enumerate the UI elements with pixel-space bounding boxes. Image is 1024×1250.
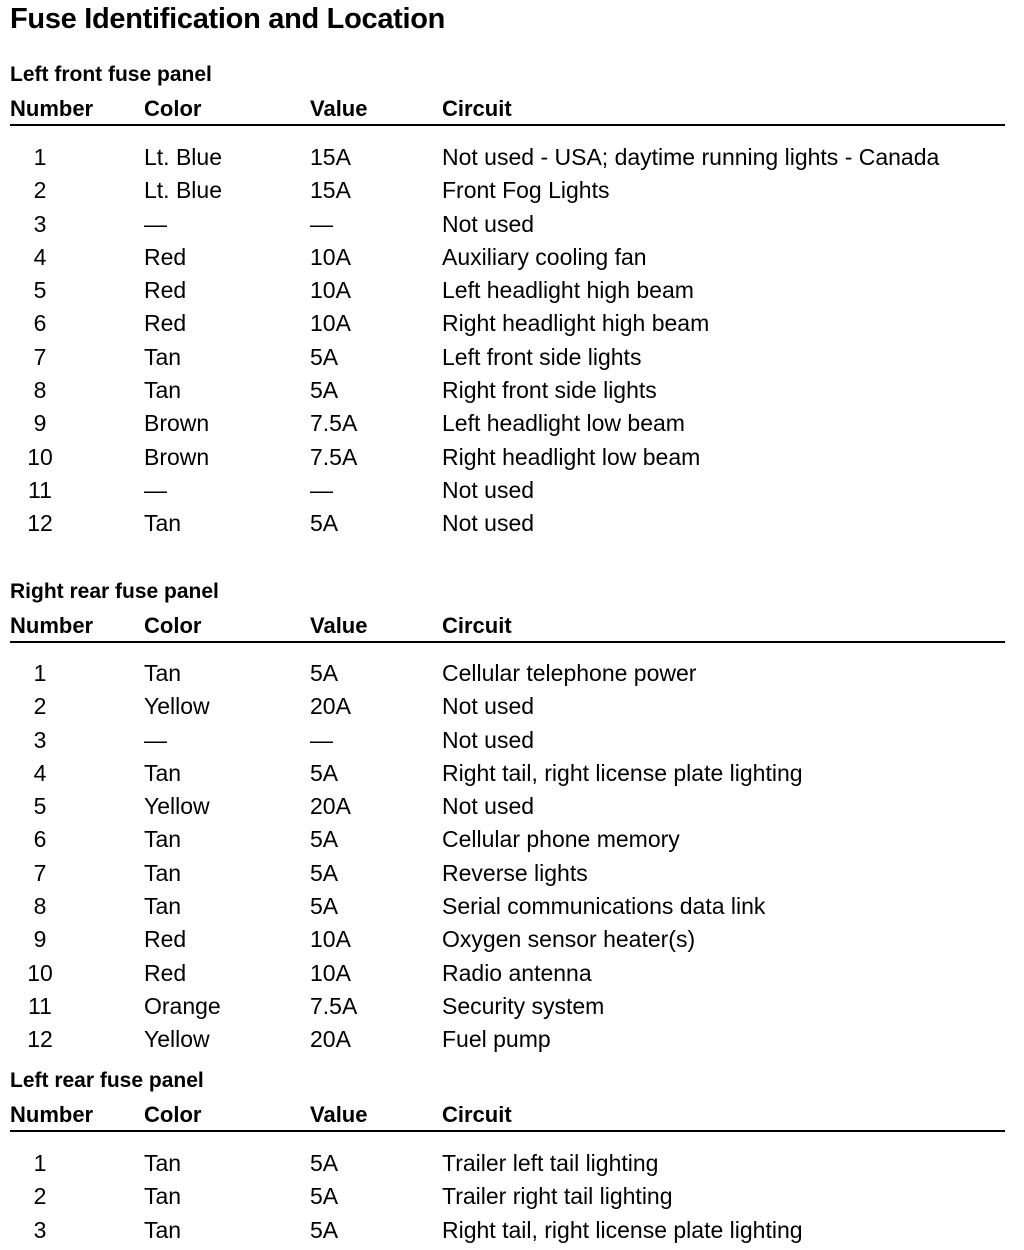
fuse-value: 5A <box>310 859 339 886</box>
fuse-circuit: Right tail, right license plate lighting <box>442 759 803 786</box>
left-front-fuse-panel <box>10 62 1005 542</box>
table-row <box>10 174 1005 207</box>
fuse-color: Red <box>144 959 187 986</box>
table-row <box>10 823 1005 856</box>
fuse-number: 4 <box>33 243 47 270</box>
fuse-color: Tan <box>144 759 182 786</box>
color-column-header: Color <box>144 613 202 638</box>
fuse-value: 5A <box>310 826 339 853</box>
fuse-number: 10 <box>27 443 53 470</box>
fuse-circuit: Right headlight low beam <box>442 443 701 470</box>
fuse-circuit: Not used <box>442 726 535 753</box>
fuse-number: 1 <box>33 1150 47 1176</box>
fuse-value: 15A <box>310 177 351 204</box>
fuse-color: Tan <box>144 1150 182 1176</box>
fuse-color: Lt. Blue <box>144 177 222 204</box>
fuse-value: 5A <box>310 377 339 404</box>
fuse-circuit: Not used <box>442 693 535 720</box>
fuse-value: 5A <box>310 893 339 920</box>
fuse-table <box>10 657 1005 1057</box>
fuse-value: 10A <box>310 310 351 337</box>
fuse-color: Yellow <box>144 693 210 720</box>
fuse-value: 5A <box>310 1216 339 1243</box>
fuse-color: Yellow <box>144 793 210 820</box>
fuse-circuit: Trailer right tail lighting <box>442 1183 673 1210</box>
fuse-color: Brown <box>144 410 210 437</box>
fuse-number: 2 <box>33 693 47 720</box>
fuse-number: 5 <box>33 277 47 304</box>
table-row <box>10 407 1005 440</box>
fuse-color: Tan <box>144 1183 182 1210</box>
fuse-number: 10 <box>27 959 53 986</box>
circuit-column-header: Circuit <box>442 1102 512 1127</box>
fuse-color: Lt. Blue <box>144 144 222 170</box>
table-row <box>10 1023 1005 1056</box>
fuse-circuit: Left headlight high beam <box>442 277 694 304</box>
table-row <box>10 441 1005 474</box>
table-row <box>10 790 1005 823</box>
fuse-circuit: Serial communications data link <box>442 893 766 920</box>
table-row <box>10 923 1005 956</box>
fuse-circuit: Trailer left tail lighting <box>442 1150 659 1176</box>
table-row <box>10 307 1005 340</box>
fuse-number: 8 <box>33 377 47 404</box>
fuse-circuit: Security system <box>442 992 605 1019</box>
fuse-value: 7.5A <box>310 443 358 470</box>
fuse-circuit: Right tail, right license plate lighting <box>442 1216 803 1243</box>
fuse-circuit: Cellular telephone power <box>442 660 697 686</box>
section-title: Left rear fuse panel <box>10 1069 204 1092</box>
fuse-color: Tan <box>144 343 182 370</box>
fuse-value: 5A <box>310 759 339 786</box>
table-row <box>10 990 1005 1023</box>
fuse-circuit: Cellular phone memory <box>442 826 680 853</box>
table-row <box>10 1147 1005 1180</box>
number-column-header: Number <box>10 613 94 638</box>
table-row <box>10 208 1005 241</box>
fuse-number: 6 <box>33 310 47 337</box>
value-column-header: Value <box>310 613 368 638</box>
fuse-circuit: Reverse lights <box>442 859 588 886</box>
fuse-color: Tan <box>144 660 182 686</box>
fuse-color: Red <box>144 277 187 304</box>
fuse-value: 5A <box>310 343 339 370</box>
table-row <box>10 690 1005 723</box>
fuse-number: 11 <box>28 992 52 1019</box>
color-column-header: Color <box>144 1102 202 1127</box>
fuse-value: 10A <box>310 277 351 304</box>
fuse-number: 7 <box>33 859 47 886</box>
fuse-circuit: Front Fog Lights <box>442 177 610 204</box>
fuse-color: — <box>144 210 167 237</box>
circuit-column-header: Circuit <box>442 96 512 121</box>
section-title: Right rear fuse panel <box>10 580 219 603</box>
fuse-circuit: Right front side lights <box>442 377 657 404</box>
fuse-color: — <box>144 726 167 753</box>
table-row <box>10 1180 1005 1213</box>
fuse-color: Red <box>144 310 187 337</box>
section-title: Left front fuse panel <box>10 63 212 86</box>
fuse-value: — <box>310 726 333 753</box>
fuse-number: 6 <box>33 826 47 853</box>
table-row <box>10 957 1005 990</box>
left-rear-fuse-panel <box>10 1068 1005 1250</box>
fuse-value: 15A <box>310 144 351 170</box>
table-row <box>10 507 1005 540</box>
fuse-circuit: Not used <box>442 793 535 820</box>
fuse-value: 5A <box>310 660 339 686</box>
fuse-number: 9 <box>33 926 47 953</box>
fuse-table <box>10 141 1005 541</box>
fuse-color: Tan <box>144 377 182 404</box>
fuse-number: 3 <box>33 726 47 753</box>
table-row <box>10 724 1005 757</box>
table-header <box>10 613 1005 643</box>
table-row <box>10 241 1005 274</box>
table-row <box>10 890 1005 923</box>
fuse-number: 9 <box>33 410 47 437</box>
fuse-value: 7.5A <box>310 410 358 437</box>
fuse-circuit: Auxiliary cooling fan <box>442 243 647 270</box>
value-column-header: Value <box>310 96 368 121</box>
fuse-circuit: Fuel pump <box>442 1026 551 1053</box>
table-row <box>10 1214 1005 1247</box>
fuse-value: 10A <box>310 243 351 270</box>
fuse-color: Yellow <box>144 1026 210 1053</box>
fuse-value: 20A <box>310 1026 351 1053</box>
table-row <box>10 757 1005 790</box>
table-row <box>10 857 1005 890</box>
table-header <box>10 96 1005 126</box>
fuse-number: 7 <box>33 343 47 370</box>
fuse-value: 10A <box>310 959 351 986</box>
fuse-circuit: Right headlight high beam <box>442 310 710 337</box>
fuse-circuit: Not used - USA; daytime running lights - Canada <box>442 144 940 170</box>
fuse-value: — <box>310 476 333 503</box>
table-row <box>10 474 1005 507</box>
fuse-circuit: Not used <box>442 510 535 537</box>
fuse-number: 8 <box>33 893 47 920</box>
fuse-value: 5A <box>310 510 339 537</box>
fuse-color: Tan <box>144 893 182 920</box>
fuse-color: Tan <box>144 826 182 853</box>
fuse-color: Tan <box>144 859 182 886</box>
fuse-color: Tan <box>144 1216 182 1243</box>
fuse-circuit: Not used <box>442 210 535 237</box>
fuse-value: — <box>310 210 333 237</box>
color-column-header: Color <box>144 96 202 121</box>
fuse-number: 3 <box>33 1216 47 1243</box>
fuse-color: Red <box>144 243 187 270</box>
table-row <box>10 341 1005 374</box>
fuse-color: — <box>144 476 167 503</box>
fuse-number: 4 <box>33 759 47 786</box>
circuit-column-header: Circuit <box>442 613 512 638</box>
fuse-value: 10A <box>310 926 351 953</box>
fuse-value: 20A <box>310 793 351 820</box>
fuse-value: 20A <box>310 693 351 720</box>
fuse-number: 3 <box>33 210 47 237</box>
fuse-number: 12 <box>27 510 53 537</box>
fuse-number: 11 <box>28 476 52 503</box>
fuse-color: Tan <box>144 510 182 537</box>
fuse-circuit: Not used <box>442 476 535 503</box>
table-row <box>10 141 1005 174</box>
fuse-circuit: Left front side lights <box>442 343 642 370</box>
table-row <box>10 274 1005 307</box>
fuse-color: Red <box>144 926 187 953</box>
table-row <box>10 657 1005 690</box>
fuse-color: Orange <box>144 992 221 1019</box>
fuse-value: 5A <box>310 1183 339 1210</box>
number-column-header: Number <box>10 96 94 121</box>
fuse-number: 5 <box>33 793 47 820</box>
fuse-color: Brown <box>144 443 210 470</box>
page-title: Fuse Identification and Location <box>10 3 446 35</box>
fuse-number: 12 <box>27 1026 53 1053</box>
table-header <box>10 1102 1005 1132</box>
value-column-header: Value <box>310 1102 368 1127</box>
number-column-header: Number <box>10 1102 94 1127</box>
fuse-circuit: Left headlight low beam <box>442 410 685 437</box>
fuse-circuit: Radio antenna <box>442 959 592 986</box>
fuse-number: 1 <box>33 144 47 170</box>
right-rear-fuse-panel <box>10 579 1005 1059</box>
table-row <box>10 374 1005 407</box>
fuse-number: 1 <box>33 660 47 686</box>
fuse-number: 2 <box>33 177 47 204</box>
fuse-number: 2 <box>33 1183 47 1210</box>
fuse-value: 7.5A <box>310 992 358 1019</box>
fuse-table <box>10 1147 1005 1247</box>
fuse-value: 5A <box>310 1150 339 1176</box>
fuse-circuit: Oxygen sensor heater(s) <box>442 926 696 953</box>
